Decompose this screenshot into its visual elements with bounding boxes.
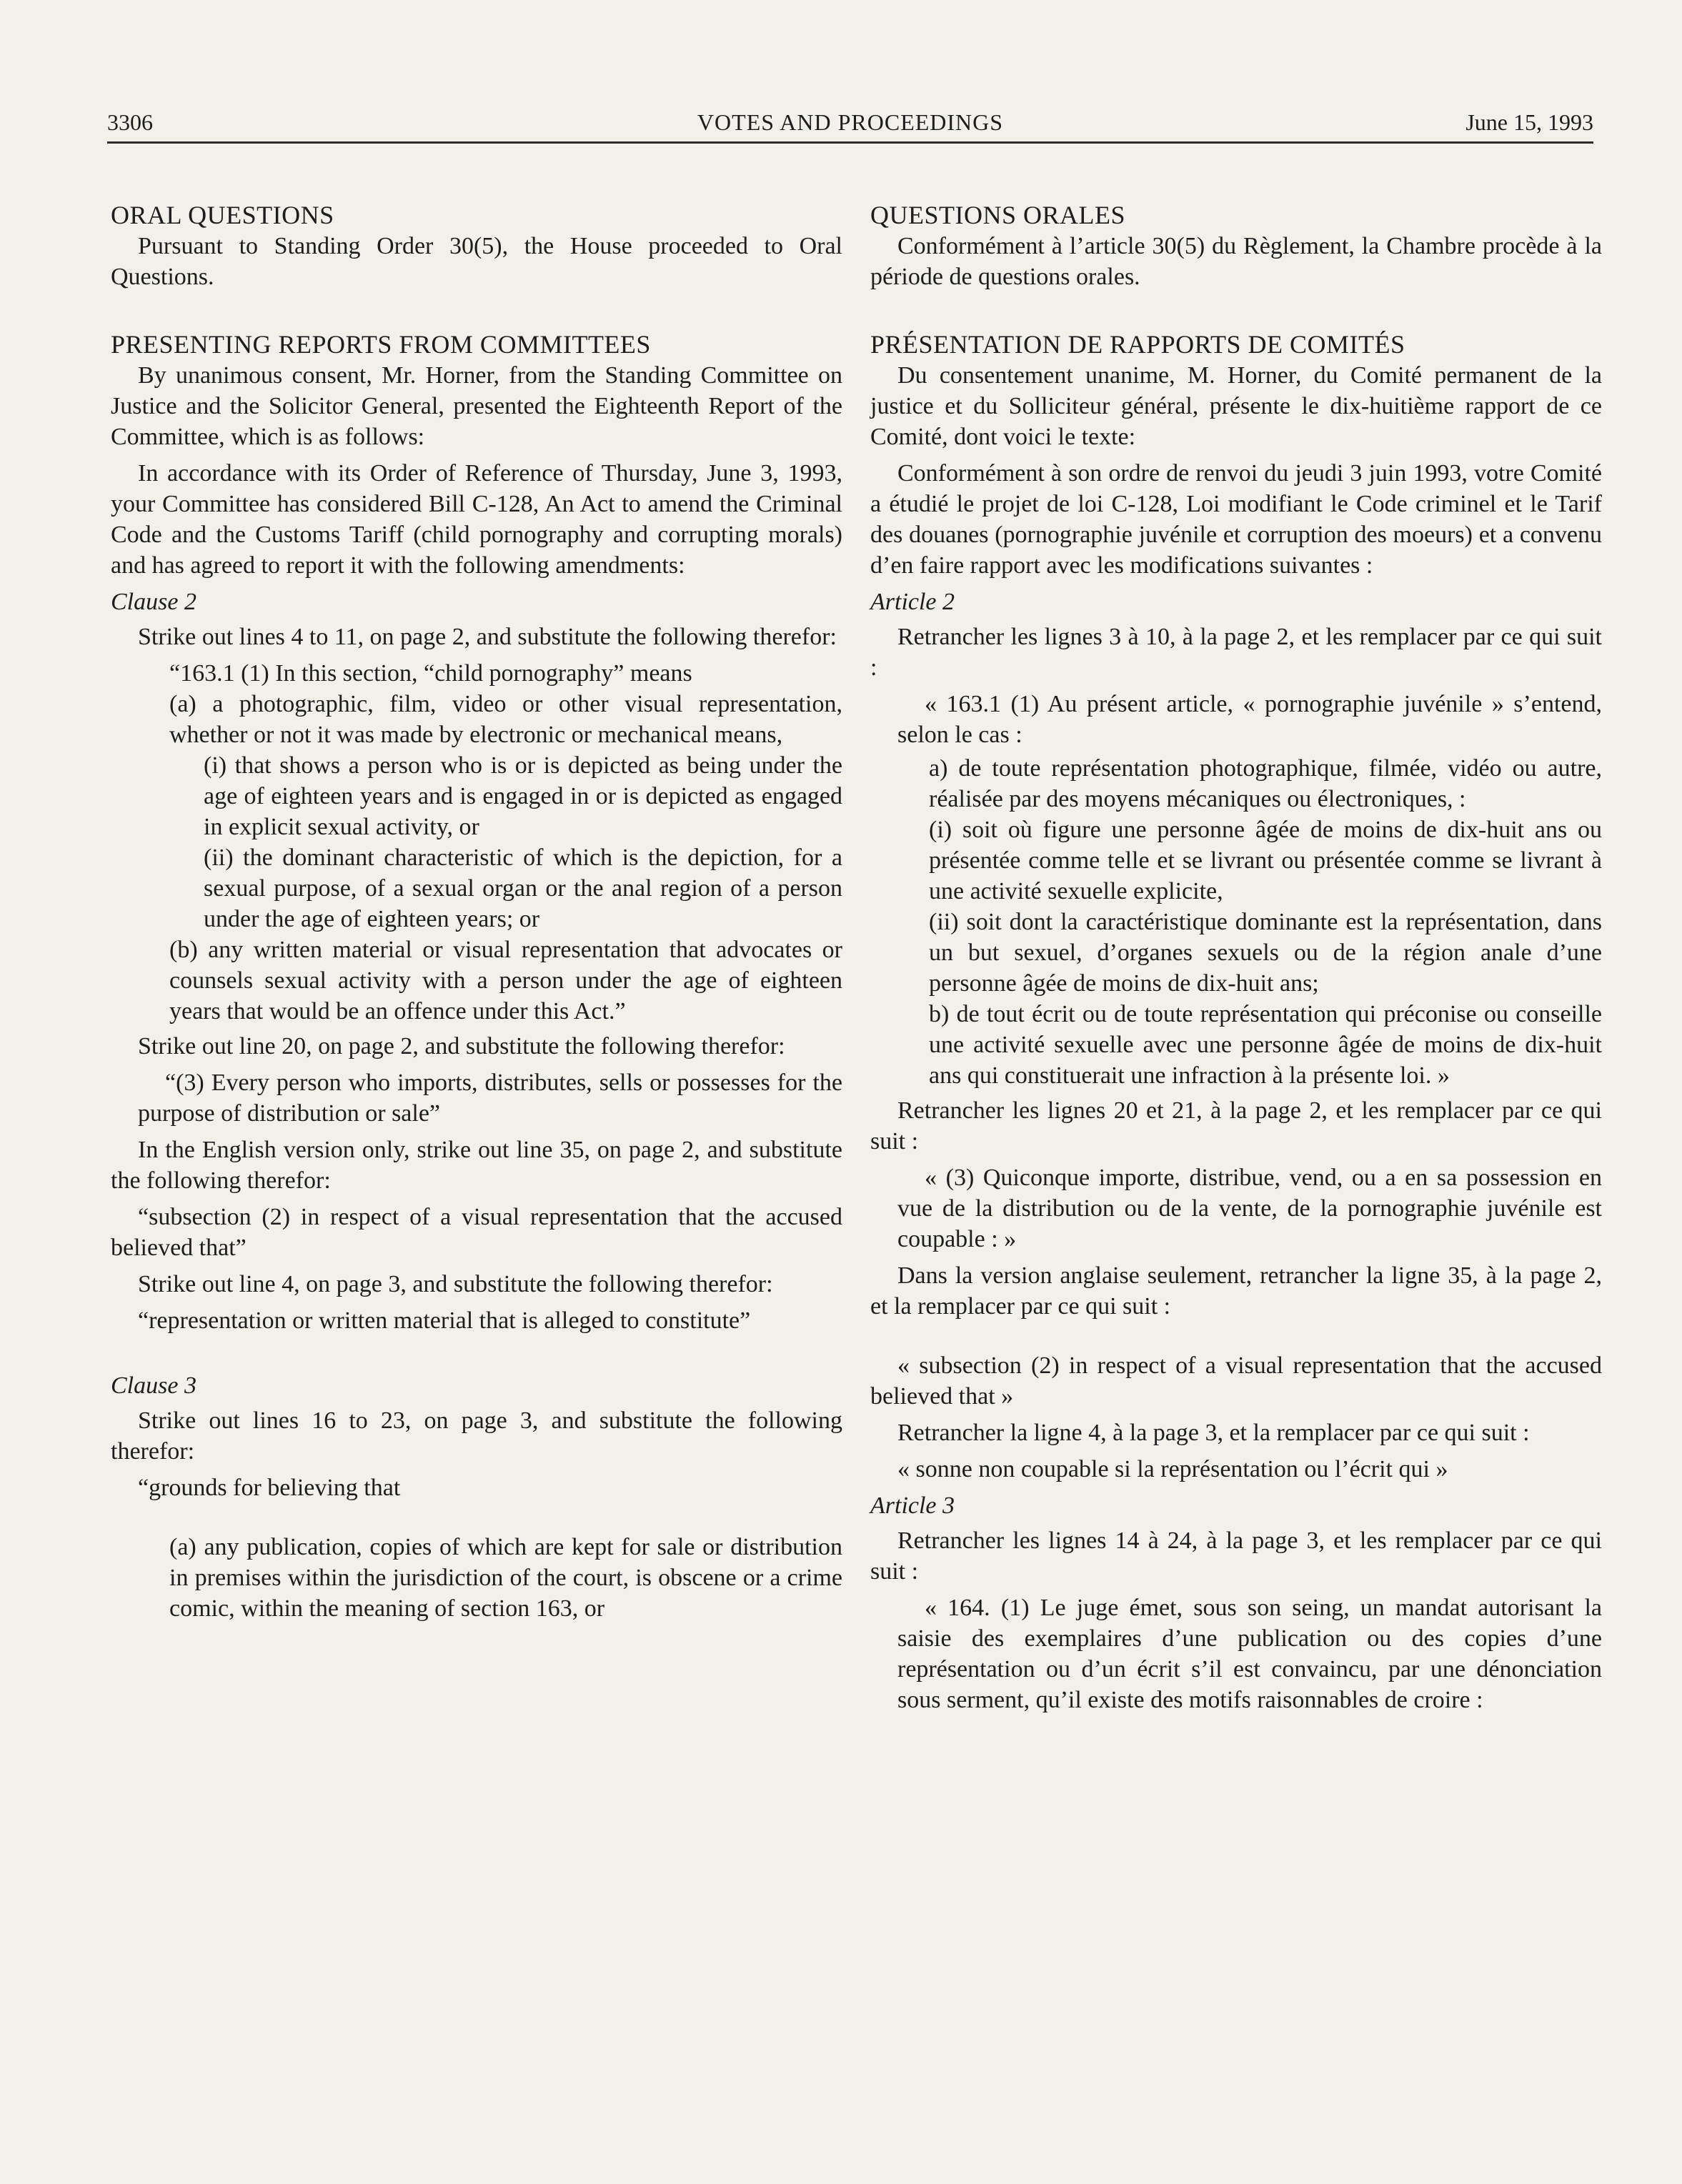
- amendment-quote: “grounds for believing that: [138, 1475, 401, 1501]
- paragraph-a: (a) any publication, copies of which are kept for sale or distribution in premises within the jurisdiction of the court, is obscene or a crime comic, within the meaning of section 163, or: [169, 1534, 842, 1622]
- page-number: 3306: [107, 109, 153, 135]
- amendment-quote: « sonne non coupable si la représentation ou l’écrit qui »: [897, 1456, 1448, 1482]
- page-date: June 15, 1993: [1465, 109, 1593, 135]
- amendment-quote: « 164. (1) Le juge émet, sous son seing, un mandat autorisant la saisie des exemplaires d’une publication ou des copies d’une représentation ou d’un écrit s’il est convaincu, par une dénonciation sous serment, qu’il existe des motifs raisonnables de croire :: [897, 1595, 1602, 1713]
- subparagraph-i: (i) soit où figure une personne âgée de moins de dix-huit ans ou présentée comme telle et se livrant ou présentée comme se livrant à une activité sexuelle explicite,: [929, 817, 1602, 904]
- amendment-instruction: Strike out lines 4 to 11, on page 2, and substitute the following therefor:: [138, 624, 837, 650]
- amendment-instruction: In the English version only, strike out line 35, on page 2, and substitute the following therefor:: [111, 1137, 842, 1194]
- amendment-instruction: Strike out line 4, on page 3, and substitute the following therefor:: [138, 1271, 773, 1297]
- oral-questions-heading: QUESTIONS ORALES: [870, 201, 1126, 229]
- subparagraph-ii: (ii) soit dont la caractéristique dominante est la représentation, dans un but sexuel, d’organes sexuels ou de la région anale d’une personne âgée de moins de dix-huit ans;: [929, 909, 1602, 997]
- subparagraph-i: (i) that shows a person who is or is depicted as being under the age of eighteen years and is engaged in or is depicted as engaged in explicit sexual activity, or: [204, 752, 842, 840]
- amendment-quote: « 163.1 (1) Au présent article, « pornographie juvénile » s’entend, selon le cas :: [897, 691, 1602, 748]
- reports-intro: By unanimous consent, Mr. Horner, from the Standing Committee on Justice and the Solicitor General, presented the Eighteenth Report of the Committee, which is as follows:: [111, 362, 842, 450]
- amendment-quote: “163.1 (1) In this section, “child pornography” means: [169, 660, 692, 687]
- reports-body: In accordance with its Order of Reference of Thursday, June 3, 1993, your Committee has considered Bill C-128, An Act to amend the Criminal Code and the Customs Tariff (child pornography and corrupting morals) and has agreed to report it with the following amendments:: [111, 460, 842, 579]
- subparagraph-ii: (ii) the dominant characteristic of which is the depiction, for a sexual purpose, of a sexual organ or the anal region of a person under the age of eighteen years; or: [204, 844, 842, 932]
- article-3-heading: Article 3: [870, 1492, 955, 1519]
- paragraph-a: (a) a photographic, film, video or other visual representation, whether or not it was made by electronic or mechanical means,: [169, 691, 842, 748]
- paragraph-a: a) de toute représentation photographique, filmée, vidéo ou autre, réalisée par des moyens mécaniques ou électroniques, :: [929, 755, 1602, 812]
- amendment-instruction: Dans la version anglaise seulement, retrancher la ligne 35, à la page 2, et la remplacer par ce qui suit :: [870, 1262, 1602, 1320]
- amendment-instruction: Retrancher les lignes 20 et 21, à la page 2, et les remplacer par ce qui suit :: [870, 1097, 1602, 1155]
- clause-3-heading: Clause 3: [111, 1372, 196, 1399]
- amendment-instruction: Strike out line 20, on page 2, and substitute the following therefor:: [138, 1033, 785, 1059]
- english-column: [111, 200, 842, 1624]
- amendment-instruction: Retrancher les lignes 3 à 10, à la page 2, et les remplacer par ce qui suit :: [870, 624, 1602, 681]
- amendment-quote: « subsection (2) in respect of a visual representation that the accused believed that »: [870, 1352, 1602, 1410]
- reports-heading: PRÉSENTATION DE RAPPORTS DE COMITÉS: [870, 330, 1405, 359]
- amendment-instruction: Retrancher les lignes 14 à 24, à la page 3, et les remplacer par ce qui suit :: [870, 1527, 1602, 1585]
- amendment-instruction: Strike out lines 16 to 23, on page 3, and substitute the following therefor:: [111, 1407, 842, 1465]
- running-title: VOTES AND PROCEEDINGS: [697, 109, 1004, 135]
- amendment-quote: “subsection (2) in respect of a visual representation that the accused believed that”: [111, 1204, 842, 1261]
- paragraph-b: b) de tout écrit ou de toute représentation qui préconise ou conseille une activité sexuelle avec une personne âgée de moins de dix-huit ans qui constituerait une infraction à la présente loi. »: [929, 1001, 1602, 1089]
- amendment-quote: “representation or written material that is alleged to constitute”: [138, 1307, 751, 1334]
- page-header: [107, 101, 1593, 144]
- oral-questions-text: Pursuant to Standing Order 30(5), the House proceeded to Oral Questions.: [111, 233, 842, 290]
- clause-2-heading: Clause 2: [111, 589, 196, 615]
- amendment-instruction: Retrancher la ligne 4, à la page 3, et la remplacer par ce qui suit :: [897, 1420, 1530, 1446]
- amendment-quote: “(3) Every person who imports, distributes, sells or possesses for the purpose of distribution or sale”: [138, 1069, 842, 1127]
- paragraph-b: (b) any written material or visual representation that advocates or counsels sexual activity with a person under the age of eighteen years that would be an offence under this Act.”: [169, 937, 842, 1024]
- oral-questions-heading: ORAL QUESTIONS: [111, 201, 334, 229]
- oral-questions-text: Conformément à l’article 30(5) du Règlement, la Chambre procède à la période de questions orales.: [870, 233, 1602, 290]
- reports-body: Conformément à son ordre de renvoi du jeudi 3 juin 1993, votre Comité a étudié le projet de loi C-128, Loi modifiant le Code criminel et le Tarif des douanes (pornographie juvénile et corruption des moeurs) et a convenu d’en faire rapport avec les modifications suivantes :: [870, 460, 1602, 579]
- article-2-heading: Article 2: [870, 589, 955, 615]
- amendment-quote: « (3) Quiconque importe, distribue, vend, ou a en sa possession en vue de la distribution ou de la vente, de la pornographie juvénile est coupable : »: [897, 1165, 1602, 1252]
- reports-heading: PRESENTING REPORTS FROM COMMITTEES: [111, 330, 651, 359]
- french-column: [870, 200, 1602, 1715]
- reports-intro: Du consentement unanime, M. Horner, du Comité permanent de la justice et du Solliciteur général, présente le dix-huitième rapport de ce Comité, dont voici le texte:: [870, 362, 1602, 450]
